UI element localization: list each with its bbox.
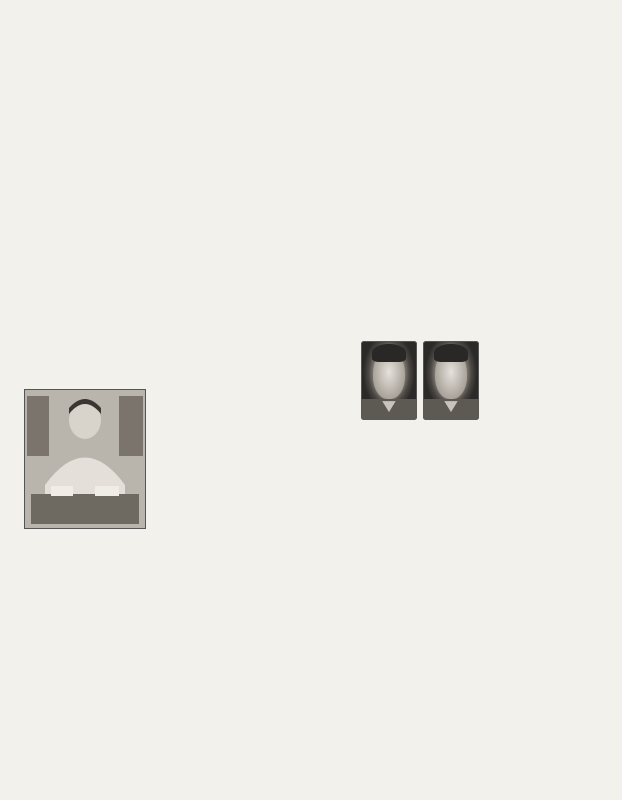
commander-portrait-icon: [25, 390, 145, 528]
officer-photo-franks: [361, 341, 417, 420]
officer-captions: [487, 345, 615, 351]
commander-photo: [24, 389, 146, 529]
officer-photo-carpenter: [423, 341, 479, 420]
